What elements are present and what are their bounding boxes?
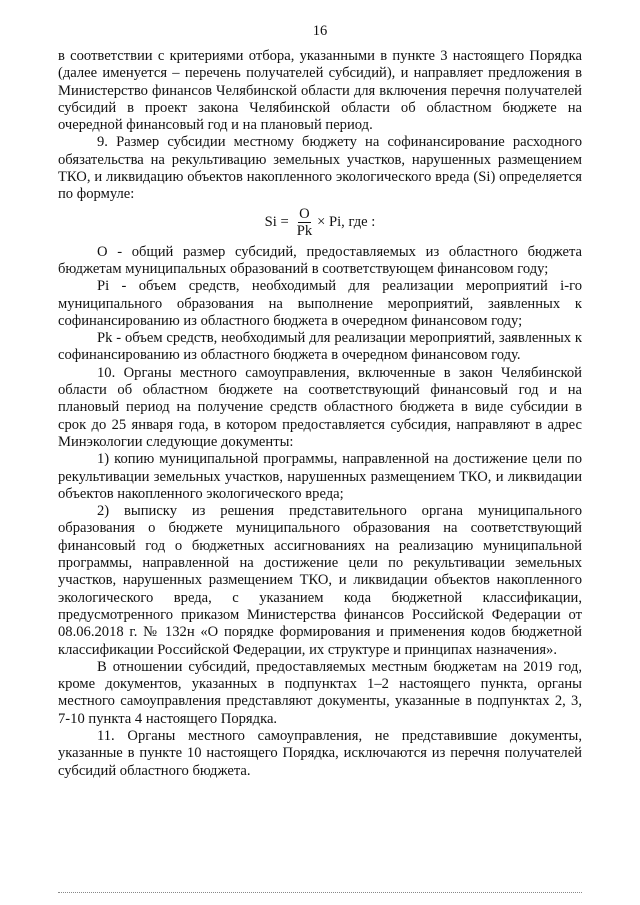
paragraph: В отношении субсидий, предоставляемых местным бюджетам на 2019 год, кроме документов, указанных в подпунктах 1–2 настоящего пункта, органы местного самоуправления представляют документы, указанные в подпунктах 2, 3, 7-10 пункта 4 настоящего Порядка. <box>58 658 582 727</box>
paragraphs-before-formula <box>58 48 582 204</box>
paragraphs-after-formula <box>58 244 582 780</box>
paragraph: 10. Органы местного самоуправления, включенные в закон Челябинской области об областном бюджете на соответствующий финансовый год и на плановый период на получение средств областного бюджета в виде субсидии в срок до 25 января года, в котором предоставляется субсидия, направляют в адрес Минэкологии следующие документы: <box>58 364 582 450</box>
document-body <box>58 48 582 780</box>
paragraph: в соответствии с критериями отбора, указанными в пункте 3 настоящего Порядка (далее именуется – перечень получателей субсидий), и направляет предложения в Министерство финансов Челябинской области для включения перечня получателей субсидий в проект закона Челябинской области об областном бюджете на очередной финансовый год и на плановый период. <box>58 48 582 134</box>
paragraph: Pi - объем средств, необходимый для реализации мероприятий i-го муниципального образования на выполнение мероприятий, заявленных к софинансированию из областного бюджета в очередном финансовом году; <box>58 278 582 329</box>
formula-numerator: O <box>299 205 310 222</box>
paragraph: 11. Органы местного самоуправления, не представившие документы, указанные в пункте 10 настоящего Порядка, исключаются из перечня получателей субсидий областного бюджета. <box>58 727 582 779</box>
formula-denominator: Pk <box>296 222 313 239</box>
subsidy-formula <box>58 206 582 240</box>
formula-fraction <box>297 206 312 240</box>
paragraph: 9. Размер субсидии местному бюджету на софинансирование расходного обязательства на рекультивацию земельных участков, нарушенных размещением ТКО, и ликвидацию объектов накопленного экологического вреда (Si) определяется по формуле: <box>58 134 582 203</box>
footer-divider <box>58 892 582 893</box>
page-number: 16 <box>312 23 328 39</box>
formula-rhs: × Pi, где : <box>317 214 376 231</box>
formula-lhs: Si = <box>264 214 289 231</box>
paragraph: O - общий размер субсидий, предоставляемых из областного бюджета бюджетам муниципальных образований в соответствующем финансовом году; <box>58 243 582 277</box>
paragraph: 2) выписку из решения представительного органа муниципального образования о бюджете муниципального образования на соответствующий финансовый год о бюджетных ассигнованиях на реализацию муниципальной программы, направленной на достижение цели по рекультивации земельных участков, нарушенных размещением ТКО, и ликвидации объектов накопленного экологического вреда, с указанием кода бюджетной классификации, предусмотренного приказом Министерства финансов Российской Федерации от 08.06.2018 г. № 132н «О порядке формирования и применения кодов бюджетной классификации Российской Федерации, их структуре и принципах назначения». <box>58 503 582 658</box>
paragraph: 1) копию муниципальной программы, направленной на достижение цели по рекультивации земельных участков, нарушенных размещением ТКО, и ликвидации объектов накопленного экологического вреда; <box>58 451 582 502</box>
paragraph: Pk - объем средств, необходимый для реализации мероприятий, заявленных к софинансированию из областного бюджета в очередном финансовом году. <box>58 330 582 364</box>
